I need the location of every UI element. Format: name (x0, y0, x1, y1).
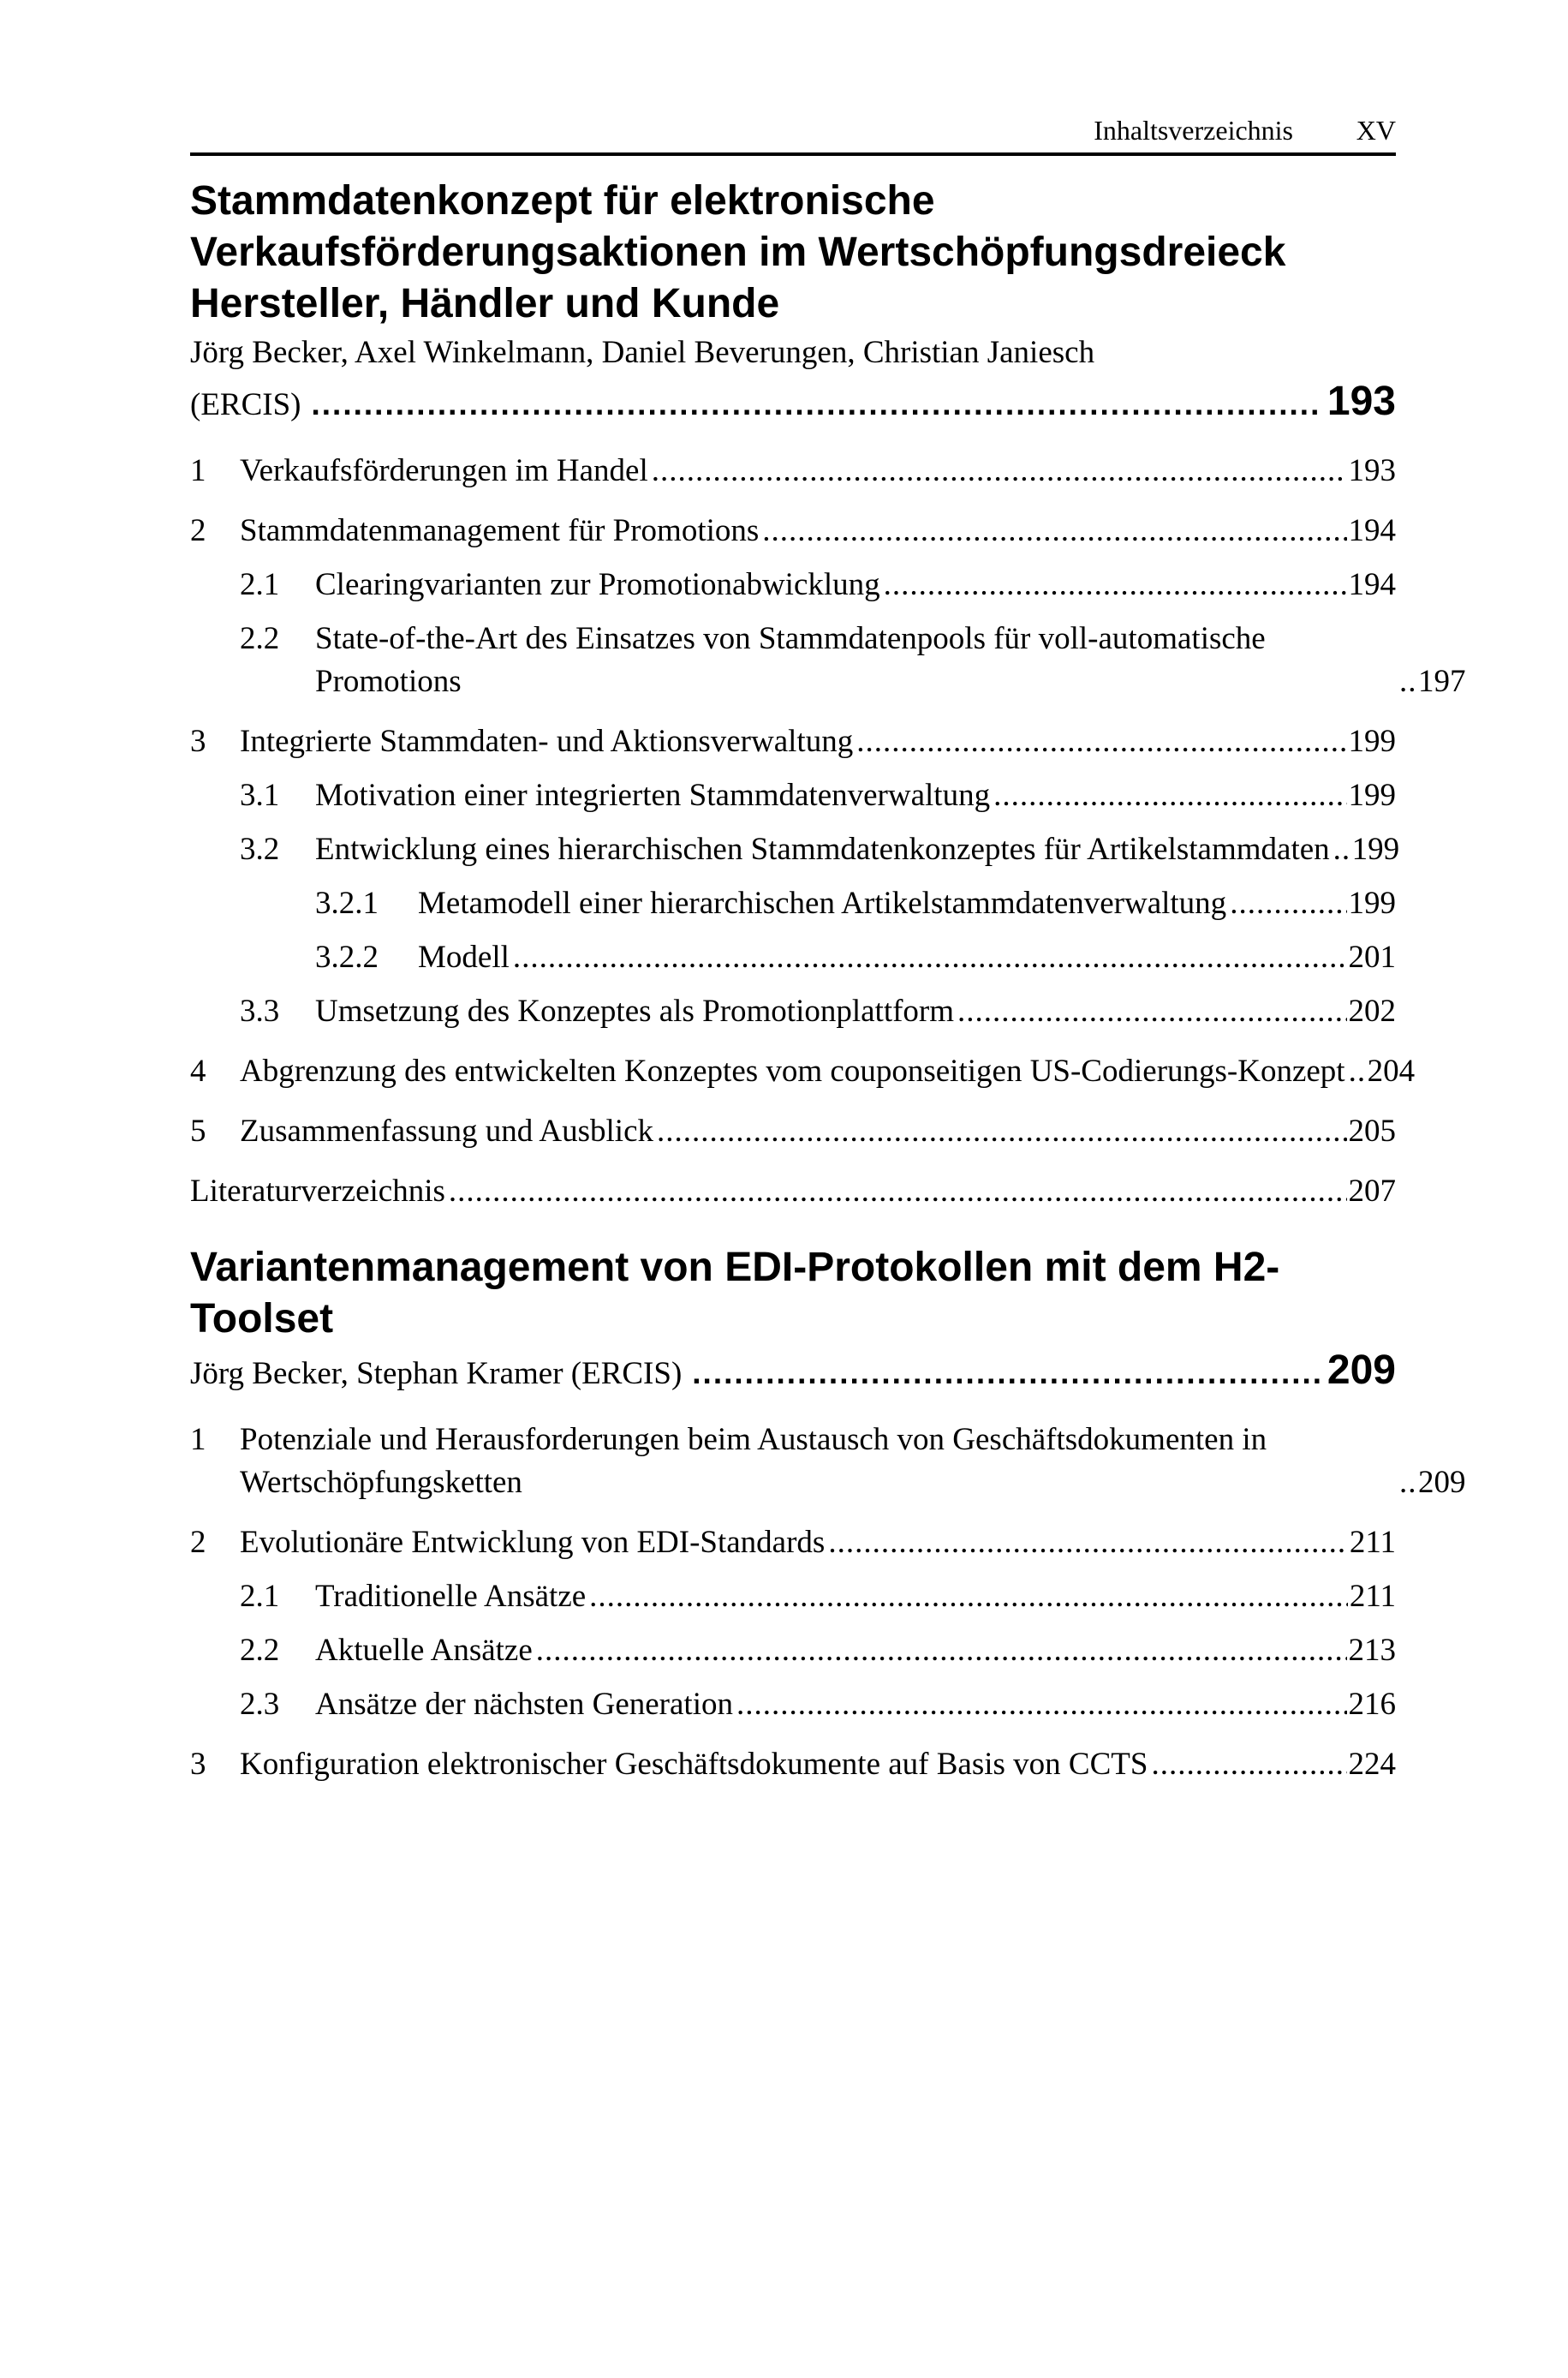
section-title: Entwicklung eines hierarchischen Stammdatenkonzeptes für Artikelstammdaten (315, 832, 1330, 867)
dot-leader (1230, 882, 1346, 925)
dot-leader (657, 1110, 1346, 1153)
section-number: 3.3 (240, 994, 280, 1029)
section-group (190, 510, 1466, 703)
section-title: Abgrenzung des entwickelten Konzeptes vom couponseitigen US-Codierungs-Konzept (240, 1054, 1345, 1089)
section-page-number: 216 (1348, 1687, 1396, 1722)
section-title: State-of-the-Art des Einsatzes von Stammdatenpools für voll-automatische Promotions (315, 621, 1266, 699)
dot-leader (652, 450, 1347, 493)
chapter-affiliation: (ERCIS) (190, 387, 301, 422)
chapter-title: Variantenmanagement von EDI-Protokollen mit dem H2-Toolset (190, 1245, 1280, 1341)
section-page-number: 197 (1418, 664, 1466, 699)
dot-leader (993, 774, 1346, 817)
section-title: Ansätze der nächsten Generation (315, 1687, 733, 1722)
section-page-number: 201 (1348, 940, 1396, 975)
section-group (190, 1170, 1396, 1213)
section-group (190, 1743, 1396, 1786)
toc-entry[interactable] (190, 1521, 1396, 1564)
section-title: Literaturverzeichnis (190, 1174, 445, 1209)
section-page-number: 199 (1351, 832, 1400, 867)
section-title: Aktuelle Ansätze (315, 1633, 533, 1668)
section-list (190, 450, 1466, 1213)
section-page-number: 211 (1349, 1525, 1396, 1560)
section-number: 3.2 (240, 832, 280, 867)
chapter-entry (190, 176, 1466, 1213)
dot-leader (1399, 660, 1416, 703)
section-title: Motivation einer integrierten Stammdatenverwaltung (315, 778, 991, 813)
chapter-authors-line (190, 1345, 1396, 1400)
dot-leader (856, 720, 1346, 763)
section-group (190, 1521, 1396, 1726)
section-title: Metamodell einer hierarchischen Artikelstammdatenverwaltung (418, 886, 1227, 921)
section-page-number: 194 (1348, 513, 1396, 548)
toc-entry[interactable] (190, 1110, 1396, 1153)
dot-leader (1151, 1743, 1346, 1786)
dot-leader (957, 990, 1346, 1033)
section-title: Stammdatenmanagement für Promotions (240, 513, 760, 548)
toc-entry[interactable] (190, 1683, 1396, 1726)
toc-entry[interactable] (190, 1419, 1466, 1504)
section-number: 3.2.1 (315, 886, 379, 921)
section-page-number: 199 (1348, 724, 1396, 759)
section-title: Integrierte Stammdaten- und Aktionsverwaltung (240, 724, 854, 759)
section-title: Verkaufsförderungen im Handel (240, 453, 648, 488)
dot-leader (1349, 1050, 1366, 1093)
section-title: Konfiguration elektronischer Geschäftsdokumente auf Basis von CCTS (240, 1747, 1148, 1782)
section-title: Zusammenfassung und Ausblick (240, 1114, 654, 1149)
dot-leader (312, 379, 1322, 430)
section-number: 1 (190, 453, 206, 488)
section-page-number: 207 (1348, 1174, 1396, 1209)
section-page-number: 202 (1348, 994, 1396, 1029)
dot-leader (449, 1170, 1347, 1213)
section-title: Umsetzung des Konzeptes als Promotionplattform (315, 994, 955, 1029)
table-of-contents (190, 176, 1466, 1797)
toc-entry[interactable] (190, 1575, 1396, 1618)
section-list (190, 1419, 1466, 1786)
toc-entry[interactable] (190, 720, 1396, 763)
section-group (190, 1050, 1416, 1093)
dot-leader (736, 1683, 1347, 1726)
section-number: 2.3 (240, 1687, 280, 1722)
section-group (190, 1110, 1396, 1153)
section-page-number: 211 (1349, 1579, 1396, 1614)
section-page-number: 194 (1348, 567, 1396, 602)
section-title: Evolutionäre Entwicklung von EDI-Standards (240, 1525, 826, 1560)
toc-entry[interactable] (190, 936, 1396, 979)
chapter-page-number: 209 (1327, 1347, 1396, 1393)
section-group (190, 450, 1396, 493)
section-number: 2.2 (240, 621, 280, 656)
section-number: 2 (190, 1525, 206, 1560)
section-group (190, 720, 1400, 1033)
running-head (190, 111, 1396, 156)
dot-leader (884, 564, 1347, 606)
section-page-number: 205 (1348, 1114, 1396, 1149)
dot-leader (692, 1347, 1322, 1399)
toc-entry[interactable] (190, 618, 1466, 703)
section-number: 2.1 (240, 567, 280, 602)
toc-entry[interactable] (190, 990, 1396, 1033)
section-number: 2 (190, 513, 206, 548)
chapter-entry (190, 1242, 1466, 1786)
chapter-authors: Jörg Becker, Stephan Kramer (ERCIS) (190, 1356, 683, 1391)
dot-leader (513, 936, 1347, 979)
section-number: 1 (190, 1422, 206, 1457)
toc-entry[interactable] (190, 1050, 1416, 1093)
dot-leader (536, 1629, 1347, 1672)
dot-leader (1399, 1461, 1416, 1504)
toc-entry[interactable] (190, 510, 1396, 553)
section-number: 3 (190, 724, 206, 759)
dot-leader (828, 1521, 1348, 1564)
section-page-number: 213 (1348, 1633, 1396, 1668)
running-head-page-number: XV (1356, 115, 1396, 146)
toc-entry[interactable] (190, 828, 1400, 871)
section-page-number: 199 (1348, 886, 1396, 921)
section-title: Potenziale und Herausforderungen beim Austausch von Geschäftsdokumenten in Wertschöpfungsketten (240, 1422, 1267, 1500)
dot-leader (589, 1575, 1348, 1618)
chapter-title: Stammdatenkonzept für elektronische Verkaufsförderungsaktionen im Wertschöpfungsdreieck Hersteller, Händler und Kunde (190, 178, 1286, 326)
chapter-authors: Jörg Becker, Axel Winkelmann, Daniel Beverungen, Christian Janiesch (190, 335, 1095, 370)
section-number: 4 (190, 1054, 206, 1089)
section-page-number: 204 (1367, 1054, 1416, 1089)
section-title: Clearingvarianten zur Promotionabwicklung (315, 567, 880, 602)
section-page-number: 224 (1348, 1747, 1396, 1782)
section-page-number: 199 (1348, 778, 1396, 813)
section-number: 3.1 (240, 778, 280, 813)
section-title: Traditionelle Ansätze (315, 1579, 587, 1614)
toc-entry[interactable] (190, 1629, 1396, 1672)
toc-entry[interactable] (190, 450, 1396, 493)
section-group (190, 1419, 1466, 1504)
chapter-page-number: 193 (1327, 379, 1396, 424)
section-number: 3.2.2 (315, 940, 379, 975)
toc-entry[interactable] (190, 1743, 1396, 1786)
section-number: 5 (190, 1114, 206, 1149)
section-number: 2.1 (240, 1579, 280, 1614)
toc-entry[interactable] (190, 564, 1396, 606)
chapter-authors-affiliation-line (190, 376, 1396, 431)
toc-entry[interactable] (190, 1170, 1396, 1213)
section-page-number: 193 (1348, 453, 1396, 488)
section-title: Modell (418, 940, 510, 975)
section-number: 2.2 (240, 1633, 280, 1668)
toc-entry[interactable] (190, 882, 1396, 925)
section-number: 3 (190, 1747, 206, 1782)
dot-leader (762, 510, 1346, 553)
running-head-title: Inhaltsverzeichnis (1094, 115, 1293, 146)
section-page-number: 209 (1418, 1465, 1466, 1500)
dot-leader (1333, 828, 1350, 871)
toc-entry[interactable] (190, 774, 1396, 817)
